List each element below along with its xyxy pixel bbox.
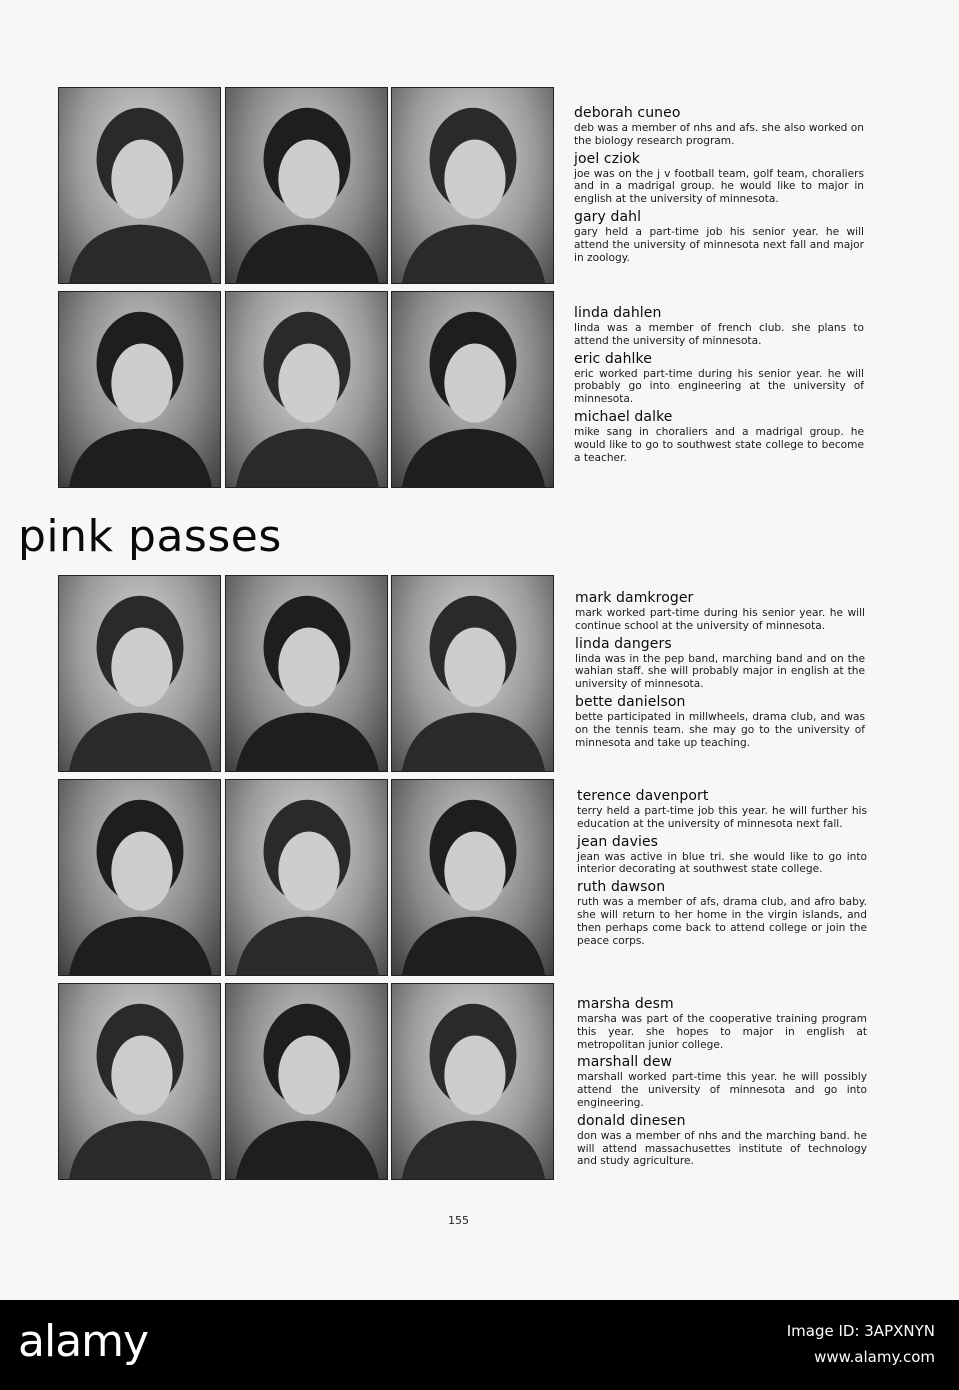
student-name: joel cziok [574, 150, 641, 167]
shoulders-shape [69, 1121, 212, 1179]
shoulders-shape [236, 917, 379, 975]
student-description: linda was a member of french club. she plans to attend the university of minnesota. [574, 322, 864, 347]
student-name: marsha desm [577, 996, 674, 1012]
shoulders-shape [236, 713, 379, 771]
student-name: marshall dew [577, 1054, 673, 1071]
bio-entry [575, 590, 865, 633]
student-name: linda dangers [575, 635, 672, 652]
bio-entry [577, 1113, 867, 1168]
student-description: joe was on the j v football team, golf team, choraliers and in a madrigal group. he would like to major in english at the university of minnesota. [574, 167, 864, 206]
portrait-photo [391, 983, 554, 1180]
face-shape [278, 1035, 339, 1114]
student-name: bette danielson [575, 693, 686, 710]
portrait-silhouette [226, 984, 387, 1179]
face-shape [111, 831, 172, 910]
student-description: marshall worked part-time this year. he will possibly attend the university of minnesota and go into engineering. [577, 1071, 867, 1109]
face-shape [444, 1035, 505, 1114]
portrait-silhouette [59, 576, 220, 771]
portrait-silhouette [392, 292, 553, 487]
bio-entry [574, 209, 864, 264]
bio-group-3 [575, 590, 865, 752]
bio-group-2 [574, 305, 864, 467]
bio-entry [575, 636, 865, 691]
face-shape [111, 627, 172, 706]
portrait-silhouette [59, 292, 220, 487]
image-id: Image ID: 3APXNYN [786, 1322, 935, 1340]
bio-entry [577, 788, 867, 831]
student-name: deborah cuneo [574, 105, 681, 121]
brand-logo: alamy [18, 1316, 149, 1367]
shoulders-shape [69, 225, 212, 283]
student-description: ruth was a member of afs, drama club, and afro baby. she will return to her home in the virgin islands, and then perhaps come back to attend college or join the peace corps. [577, 896, 867, 947]
face-shape [278, 627, 339, 706]
portrait-photo [58, 575, 221, 772]
portrait-silhouette [226, 88, 387, 283]
bio-entry [574, 151, 864, 206]
bio-group-1 [574, 105, 864, 267]
face-shape [444, 343, 505, 422]
site-url: www.alamy.com [814, 1348, 935, 1366]
student-description: gary held a part-time job his senior year. he will attend the university of minnesota next fall and major in zoology. [574, 225, 864, 264]
bio-entry [575, 694, 865, 749]
student-name: ruth dawson [577, 879, 666, 896]
student-name: gary dahl [574, 208, 642, 225]
portrait-photo [58, 983, 221, 1180]
shoulders-shape [402, 713, 545, 771]
student-description: linda was in the pep band, marching band and on the wahian staff. she will probably major in english at the university of minnesota. [575, 652, 865, 691]
bio-entry [574, 409, 864, 464]
portrait-silhouette [392, 576, 553, 771]
face-shape [278, 831, 339, 910]
portrait-photo [225, 779, 388, 976]
face-shape [278, 343, 339, 422]
portrait-photo [391, 291, 554, 488]
portrait-silhouette [59, 984, 220, 1179]
student-name: mark damkroger [575, 590, 694, 606]
student-name: linda dahlen [574, 305, 662, 321]
bio-entry [577, 996, 867, 1051]
shoulders-shape [236, 429, 379, 487]
bio-entry [574, 305, 864, 348]
student-description: bette participated in millwheels, drama club, and was on the tennis team. she may go to the university of minnesota and take up teaching. [575, 710, 865, 749]
portrait-photo [58, 291, 221, 488]
shoulders-shape [236, 1121, 379, 1179]
portrait-silhouette [392, 88, 553, 283]
face-shape [444, 831, 505, 910]
student-name: jean davies [577, 833, 659, 850]
shoulders-shape [402, 225, 545, 283]
portrait-photo [391, 779, 554, 976]
student-description: don was a member of nhs and the marching band. he will attend massachusettes institute of technology and study agriculture. [577, 1129, 867, 1168]
portrait-silhouette [59, 780, 220, 975]
student-description: marsha was part of the cooperative training program this year. she hopes to major in english at metropolitan junior college. [577, 1013, 867, 1051]
portrait-photo [225, 291, 388, 488]
student-description: eric worked part-time during his senior year. he will probably go into engineering at the university of minnesota. [574, 367, 864, 406]
portrait-silhouette [226, 576, 387, 771]
shoulders-shape [402, 429, 545, 487]
bio-entry [574, 351, 864, 406]
student-name: eric dahlke [574, 350, 652, 367]
bio-group-4 [577, 788, 867, 950]
shoulders-shape [402, 1121, 545, 1179]
portrait-photo [391, 575, 554, 772]
shoulders-shape [69, 429, 212, 487]
student-description: mark worked part-time during his senior year. he will continue school at the university of minnesota. [575, 607, 865, 632]
bio-entry [577, 834, 867, 877]
student-description: mike sang in choraliers and a madrigal group. he would like to go to southwest state college to become a teacher. [574, 425, 864, 464]
page-number: 155 [448, 1214, 469, 1227]
face-shape [111, 343, 172, 422]
portrait-silhouette [226, 780, 387, 975]
shoulders-shape [402, 917, 545, 975]
portrait-silhouette [226, 292, 387, 487]
student-name: michael dalke [574, 408, 673, 425]
shoulders-shape [69, 917, 212, 975]
student-description: jean was active in blue tri. she would like to go into interior decorating at southwest state college. [577, 850, 867, 876]
student-description: deb was a member of nhs and afs. she also worked on the biology research program. [574, 122, 864, 147]
face-shape [444, 627, 505, 706]
bio-entry [577, 1054, 867, 1109]
face-shape [278, 139, 339, 218]
bio-entry [574, 105, 864, 148]
portrait-silhouette [392, 984, 553, 1179]
face-shape [444, 139, 505, 218]
portrait-photo [58, 779, 221, 976]
face-shape [111, 1035, 172, 1114]
student-description: terry held a part-time job this year. he will further his education at the university of minnesota next fall. [577, 805, 867, 830]
portrait-silhouette [392, 780, 553, 975]
portrait-photo [391, 87, 554, 284]
bio-entry [577, 879, 867, 947]
shoulders-shape [236, 225, 379, 283]
portrait-photo [225, 87, 388, 284]
section-title: pink passes [18, 511, 282, 562]
portrait-photo [58, 87, 221, 284]
shoulders-shape [69, 713, 212, 771]
student-name: donald dinesen [577, 1112, 686, 1129]
student-name: terence davenport [577, 788, 709, 804]
portrait-silhouette [59, 88, 220, 283]
portrait-photo [225, 575, 388, 772]
bio-group-5 [577, 996, 867, 1171]
face-shape [111, 139, 172, 218]
portrait-photo [225, 983, 388, 1180]
